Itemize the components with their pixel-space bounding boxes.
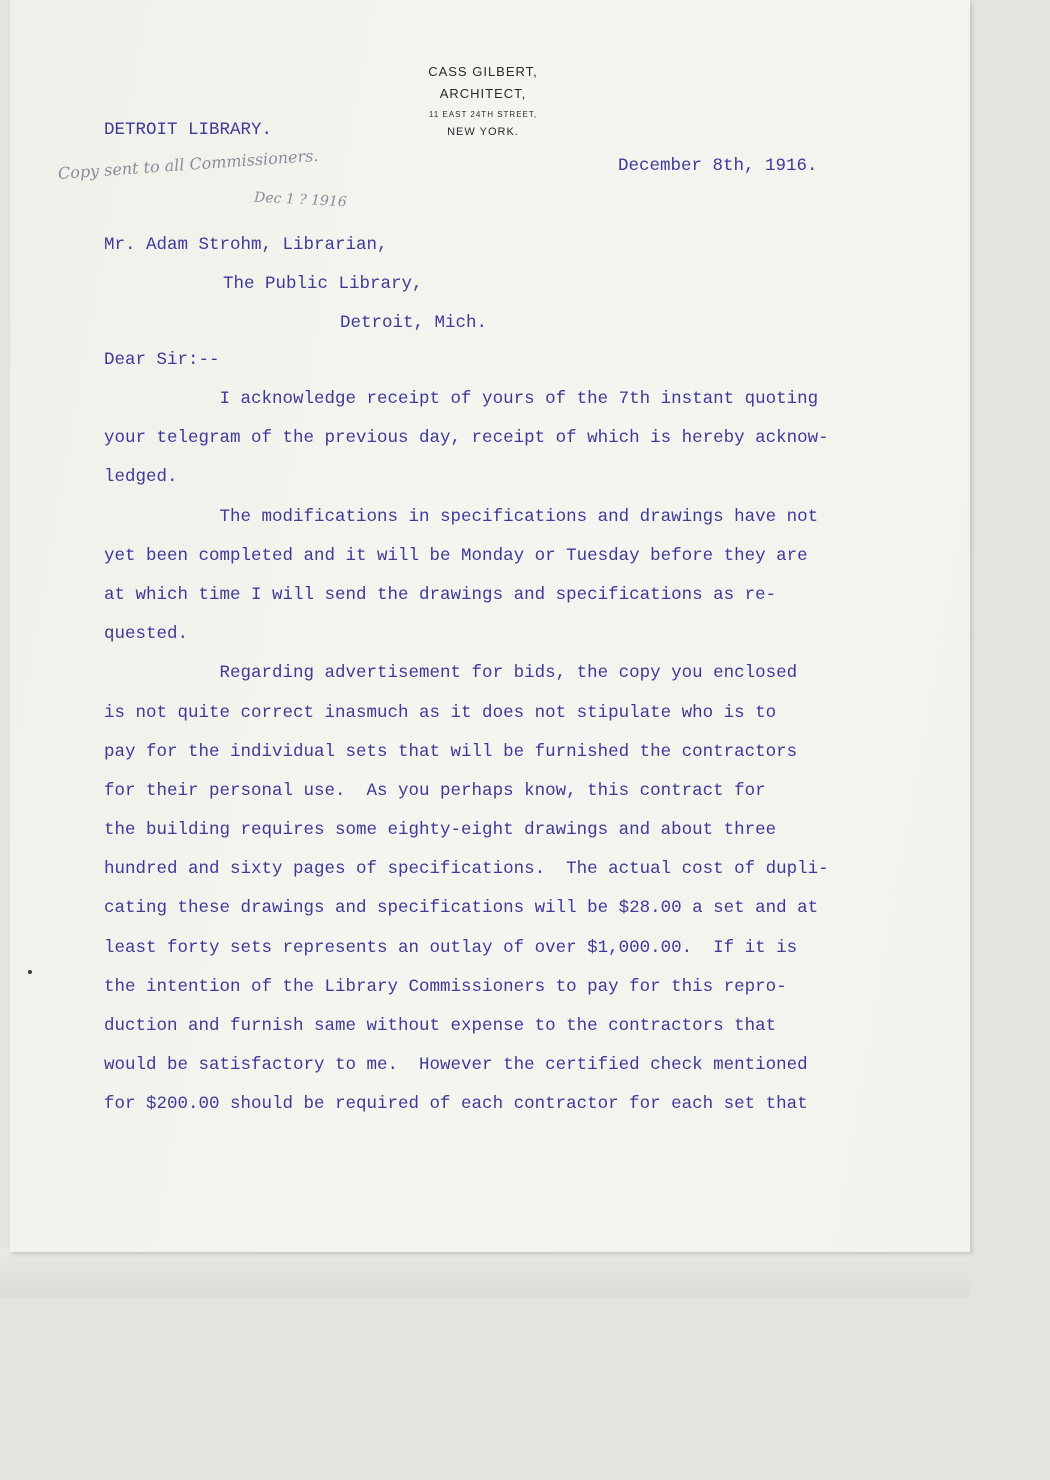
body-line: would be satisfactory to me. However the certified check mentioned	[104, 1055, 808, 1076]
letterhead-title: ARCHITECT,	[439, 86, 527, 101]
letterhead-street: 11 EAST 24TH STREET,	[428, 110, 538, 119]
body-line: The modifications in specifications and drawings have not	[104, 506, 819, 527]
body-line: for their personal use. As you perhaps know, this contract for	[104, 780, 766, 801]
body-line: quested.	[104, 624, 189, 645]
handwritten-note-date: Dec 1 ? 1916	[253, 189, 348, 211]
body-line: is not quite correct inasmuch as it does not stipulate who is to	[104, 702, 777, 723]
body-line: Regarding advertisement for bids, the copy you enclosed	[104, 663, 798, 684]
recipient-organization: The Public Library,	[223, 274, 423, 294]
recipient-name: Mr. Adam Strohm, Librarian,	[104, 235, 388, 255]
margin-mark	[28, 970, 32, 974]
letterhead-name: CASS GILBERT,	[428, 64, 538, 79]
handwritten-note: Copy sent to all Commissioners.	[57, 145, 320, 183]
body-line: at which time I will send the drawings and specifications as re-	[104, 584, 777, 605]
body-line: ledged.	[104, 467, 178, 488]
body-line: hundred and sixty pages of specifications. The actual cost of dupli-	[104, 859, 829, 880]
body-line: cating these drawings and specifications will be $28.00 a set and at	[104, 898, 819, 919]
body-line: least forty sets represents an outlay of over $1,000.00. If it is	[104, 937, 798, 958]
salutation: Dear Sir:--	[104, 350, 220, 370]
body-line: your telegram of the previous day, receipt of which is hereby acknow-	[104, 428, 829, 449]
body-line: yet been completed and it will be Monday or Tuesday before they are	[104, 545, 808, 566]
backing-sheet	[0, 1248, 970, 1298]
body-line: I acknowledge receipt of yours of the 7th instant quoting	[104, 389, 819, 409]
body-line: pay for the individual sets that will be furnished the contractors	[104, 741, 798, 762]
letterhead-city: NEW YORK.	[447, 126, 519, 138]
recipient-city: Detroit, Mich.	[340, 313, 488, 333]
body-line: the building requires some eighty-eight drawings and about three	[104, 820, 777, 841]
letter-date: December 8th, 1916.	[618, 156, 818, 176]
body-line: the intention of the Library Commissioners to pay for this repro-	[104, 976, 787, 997]
body-line: for $200.00 should be required of each contractor for each set that	[104, 1094, 808, 1115]
letter-heading: DETROIT LIBRARY.	[104, 120, 273, 140]
body-line: duction and furnish same without expense to the contractors that	[104, 1016, 777, 1036]
letter-body	[104, 389, 944, 1134]
